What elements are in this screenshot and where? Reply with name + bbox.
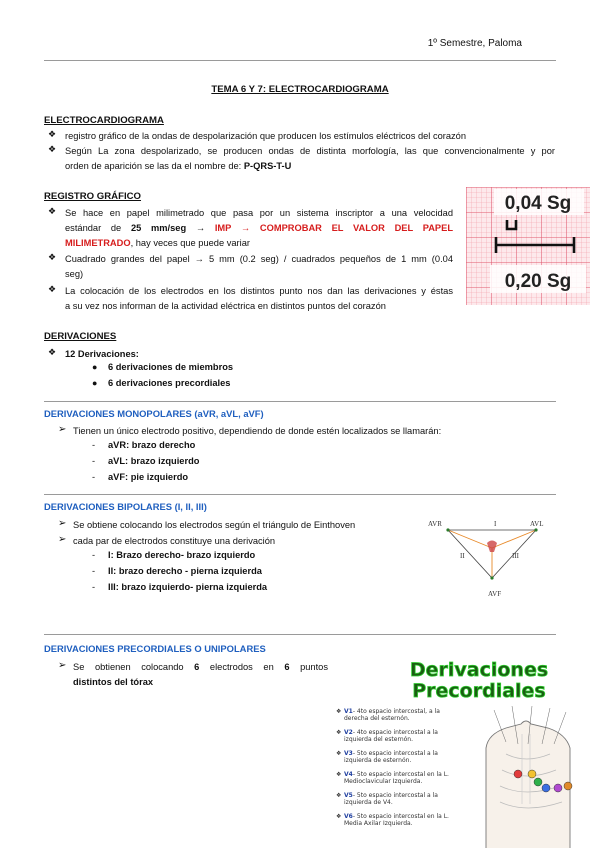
precordial-lead-item <box>336 729 466 743</box>
arrow-bullet-icon: ➢ <box>58 534 67 545</box>
registro-bullet-1-line2: estándar de 25 mm/seg → IMP → COMPROBAR EL VALOR DEL PAPEL <box>65 223 454 233</box>
bipolares-item: III: brazo izquierdo- pierna izquierda <box>108 582 268 592</box>
precordial-lead-text: - 4to espacio intercostal, a la derecha del esternón. <box>344 708 440 722</box>
electrode-marker <box>564 782 572 790</box>
bipolares-desc-1: Se obtiene colocando los electrodos según el triángulo de Einthoven <box>73 520 356 530</box>
bipolares-item: II: brazo derecho - pierna izquierda <box>108 566 262 576</box>
precordial-lead-item <box>336 708 466 722</box>
derivaciones-item: 6 derivaciones precordiales <box>108 378 231 388</box>
ecg-bullet-2-line1: Según La zona despolarizado, se producen ondas de distinta morfología, las que convencionalmente y por <box>65 146 555 156</box>
precordial-lead-label: V4 <box>344 771 353 778</box>
bipolares-item: I: Brazo derecho- brazo izquierdo <box>108 550 256 560</box>
ecg-bullet-1: registro gráfico de la ondas de despolarización que producen los estímulos eléctricos del corazón <box>65 131 467 141</box>
precordial-lead-item <box>336 750 466 764</box>
derivaciones-count: 12 Derivaciones: <box>65 349 139 359</box>
precordiales-desc-line1: Se obtienen colocando 6 electrodos en 6 puntos <box>73 662 328 672</box>
diamond-bullet-icon: ❖ <box>48 129 57 139</box>
header-divider <box>44 60 556 61</box>
diamond-bullet-icon: ❖ <box>48 252 57 262</box>
dash-bullet: - <box>92 566 96 576</box>
ecg-paper-figure <box>466 187 590 305</box>
ecg-heading: ELECTROCARDIOGRAMA <box>44 115 164 126</box>
registro-bullet-2-line1: Cuadrado grandes del papel → 5 mm (0.2 seg) / cuadrados pequeños de 1 mm (0.04 <box>65 254 453 264</box>
precordial-lead-item <box>336 792 466 806</box>
precordiales-heading: DERIVACIONES PRECORDIALES O UNIPOLARES <box>44 643 266 654</box>
precordial-lead-text: - 4to espacio intercostal a la izquierda del esternón. <box>344 729 438 743</box>
monopolares-item: aVR: brazo derecho <box>108 440 196 450</box>
derivaciones-heading: DERIVACIONES <box>44 331 117 342</box>
dash-bullet: - <box>92 550 96 560</box>
triangle-label-avr: AVR <box>428 520 442 528</box>
bipolares-desc-2: cada par de electrodos constituye una derivación <box>73 536 276 546</box>
registro-bullet-3-line2: a su vez nos informan de la actividad eléctrica en distintos puntos del corazón <box>65 301 386 311</box>
torso-diagram <box>466 704 586 848</box>
dash-bullet: - <box>92 472 96 482</box>
monopolares-desc: Tienen un único electrodo positivo, dependiendo de donde estén localizados se llamarán: <box>73 426 442 436</box>
precordiales-desc-line2: distintos del tórax <box>73 677 154 687</box>
ecg-figure-top-label: 0,04 Sg <box>504 193 572 214</box>
registro-bullet-2-line2: seg) <box>65 269 84 279</box>
precordial-lead-text: - 5to espacio intercostal en la L. Media Axilar Izquierda. <box>344 813 449 827</box>
precordial-lead-label: V5 <box>344 792 353 799</box>
ecg-bullet-2-line2: orden de aparición se las da el nombre de: P-QRS-T-U <box>65 161 292 171</box>
triangle-label-ii: II <box>460 552 465 560</box>
dash-bullet: - <box>92 440 96 450</box>
electrode-marker <box>542 784 550 792</box>
arrow-bullet-icon: ➢ <box>58 518 67 529</box>
dash-bullet: - <box>92 582 96 592</box>
header-semester: 1º Semestre, Paloma <box>427 38 522 49</box>
registro-bullet-1-line3: MILIMETRADO, hay veces que puede variar <box>65 238 250 248</box>
registro-bullet-3-line1: La colocación de los electrodos en los distintos punto nos dan las derivaciones y éstas <box>65 286 453 296</box>
diamond-bullet-icon: ❖ <box>336 792 342 799</box>
registro-bullet-1-line1: Se hace en papel milimetrado que pasa por un sistema inscriptor a una velocidad <box>65 208 453 218</box>
dot-bullet-icon: ● <box>92 362 98 372</box>
precordiales-figure <box>330 658 588 848</box>
precordiales-figure-title-2: Precordiales <box>412 680 546 702</box>
precordial-lead-label: V1 <box>344 708 353 715</box>
ecg-figure-bottom-label: 0,20 Sg <box>504 271 572 292</box>
triangle-label-iii: III <box>512 552 519 560</box>
diamond-bullet-icon: ❖ <box>48 206 57 216</box>
monopolares-item: aVF: pie izquierdo <box>108 472 189 482</box>
diamond-bullet-icon: ❖ <box>48 347 57 357</box>
section-divider <box>44 494 556 495</box>
precordial-lead-label: V2 <box>344 729 353 736</box>
electrode-marker <box>534 778 542 786</box>
diamond-bullet-icon: ❖ <box>48 284 57 294</box>
registro-heading: REGISTRO GRÁFICO <box>44 191 142 202</box>
bipolares-heading: DERIVACIONES BIPOLARES (I, II, III) <box>44 501 207 512</box>
electrode-marker <box>528 770 536 778</box>
precordiales-figure-title-1: Derivaciones <box>409 659 549 681</box>
triangle-label-avf: AVF <box>488 590 502 598</box>
arrow-bullet-icon: ➢ <box>58 660 67 671</box>
derivaciones-item: 6 derivaciones de miembros <box>108 362 234 372</box>
section-divider <box>44 634 556 635</box>
electrode-marker <box>514 770 522 778</box>
precordial-lead-label: V6 <box>344 813 353 820</box>
triangle-label-i: I <box>494 520 497 528</box>
diamond-bullet-icon: ❖ <box>336 771 342 778</box>
diamond-bullet-icon: ❖ <box>336 708 342 715</box>
diamond-bullet-icon: ❖ <box>336 813 342 820</box>
diamond-bullet-icon: ❖ <box>336 750 342 757</box>
precordial-lead-text: - 5to espacio intercostal a la izquierda de V4. <box>344 792 438 806</box>
electrode-marker <box>554 784 562 792</box>
dash-bullet: - <box>92 456 96 466</box>
triangle-label-avl: AVL <box>530 520 544 528</box>
precordial-lead-item <box>336 771 466 785</box>
precordial-lead-label: V3 <box>344 750 353 757</box>
dot-bullet-icon: ● <box>92 378 98 388</box>
precordiales-lead-list <box>336 708 466 834</box>
document-title: TEMA 6 Y 7: ELECTROCARDIOGRAMA <box>211 84 389 95</box>
section-divider <box>44 401 556 402</box>
diamond-bullet-icon: ❖ <box>48 144 57 154</box>
diamond-bullet-icon: ❖ <box>336 729 342 736</box>
precordial-lead-item <box>336 813 466 827</box>
precordial-lead-text: - 5to espacio intercostal en la L. Medioclavicular Izquierda. <box>344 771 449 785</box>
einthoven-triangle-figure <box>424 514 558 600</box>
monopolares-item: aVL: brazo izquierdo <box>108 456 200 466</box>
arrow-bullet-icon: ➢ <box>58 424 67 435</box>
monopolares-heading: DERIVACIONES MONOPOLARES (aVR, aVL, aVF) <box>44 408 264 419</box>
precordial-lead-text: - 5to espacio intercostal a la izquierda de esternón. <box>344 750 438 764</box>
